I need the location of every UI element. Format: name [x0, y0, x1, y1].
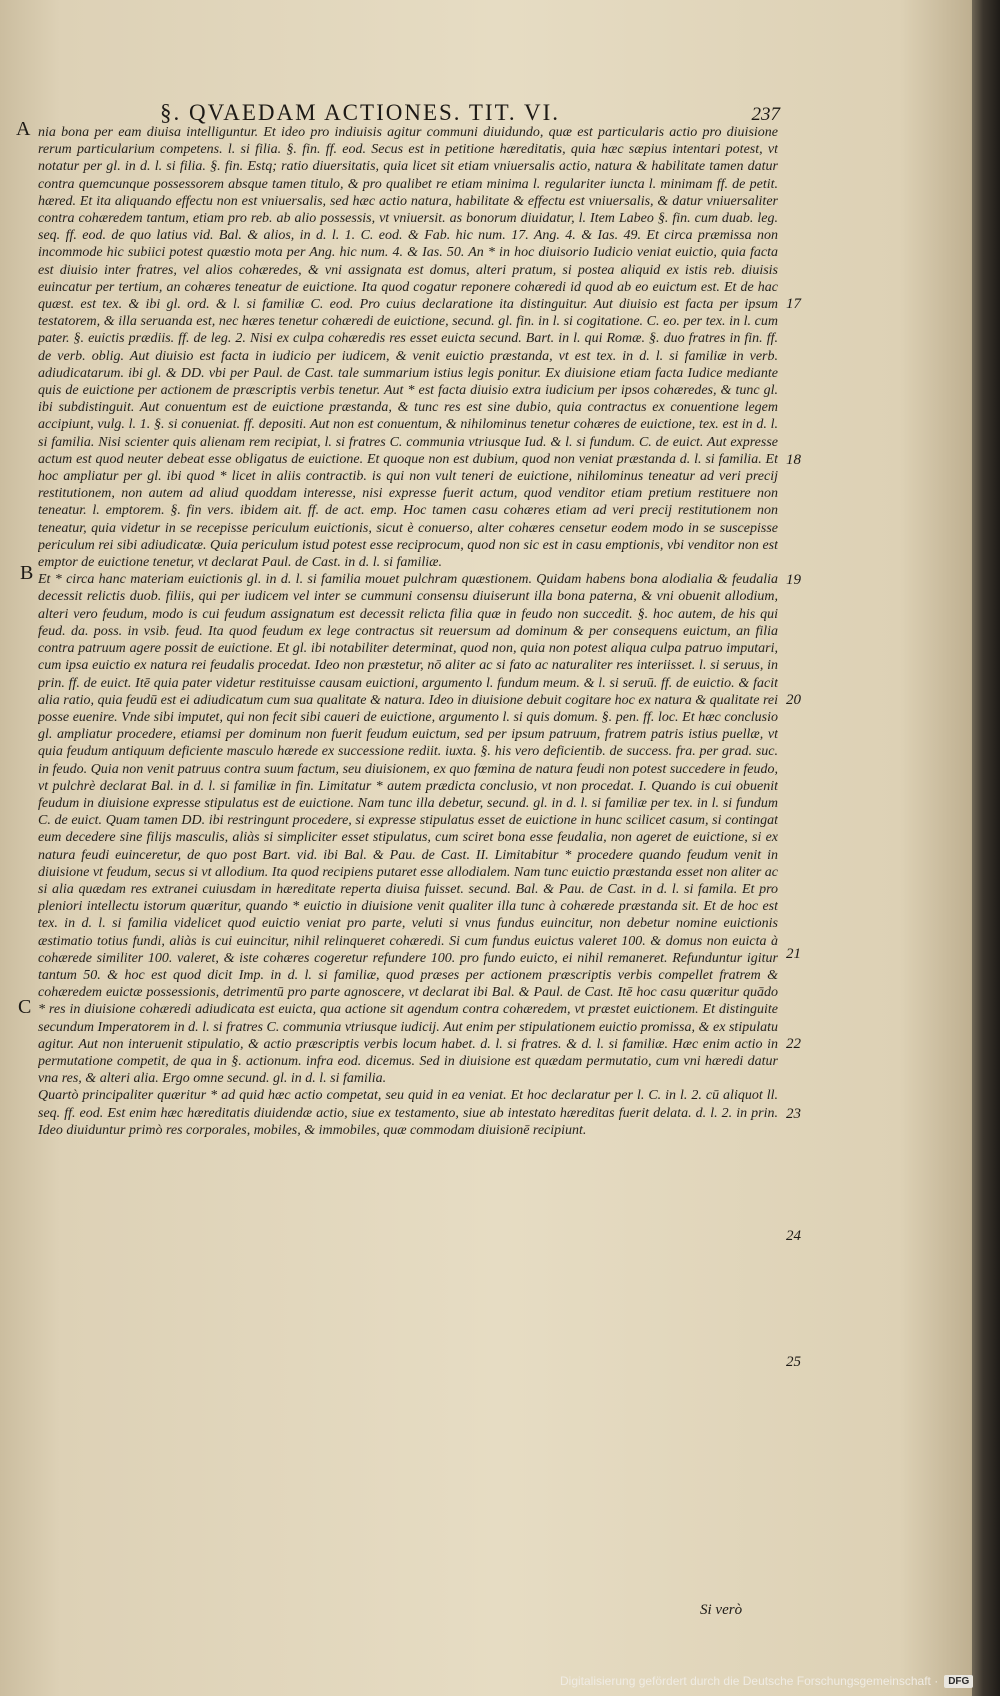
margin-number-25: 25 — [786, 1354, 801, 1370]
margin-number-22: 22 — [786, 1036, 801, 1052]
running-head: §. QVAEDAM ACTIONES. TIT. VI. — [160, 100, 561, 125]
credit-text: Digitalisierung gefördert durch die Deutsche Forschungsgemeinschaft · — [560, 1674, 939, 1688]
book-edge — [972, 0, 1000, 1696]
margin-letter-b: B — [20, 562, 34, 584]
margin-number-24: 24 — [786, 1228, 801, 1244]
paragraph: Quartò principaliter quæritur * ad quid hæc actio competat, seu quid in ea veniat. Et hoc declaratur per l. C. in l. 2. cū aliquot ll. seq. ff. eod. Est enim hæc hæreditatis diuidendæ actio, siue ex testamento, siue ab intestato hæreditas fuerit delata. d. l. 2. in prin. Ideo diuiduntur primò res corporales, mobiles, & immobiles, quæ commodam diuisionē recipiunt. — [38, 1088, 778, 1138]
margin-number-17: 17 — [786, 296, 801, 312]
paragraph: Et * circa hanc materiam euictionis gl. in d. l. si familia mouet pulchram quæstionem. Quidam habens bona alodialia & feudalia decessit relictis duob. filiis, qui per iudicem vel inter se cummuni consensu diuiserunt illa bona paterna, & vni obuenit allodium, alteri vero feudum, modo is cui feudum assignatum est decessit relicta filia quæ in feudo non succedit. §. hoc autem, de his qui feud. da. poss. in vsib. feud. Ita quod feudum ex lege contractus sit reuersum ad dominum & per consequens euictum, an filia contra patruum agere possit de euictione. Et gl. ibi notabiliter determinat, quod non, quia non potest aliqua culpa patruo imputari, cum ipsa euictio ex natura rei feudalis procedat. Ideo non præstetur, nō aliter ac si fato ac naturaliter res interiisset. l. si seruus, in prin. ff. de euict. Itē quia pater videtur restituisse causam euictioni, argumento l. fundum meum. & l. si seruū. ff. de euictio. & facit alia ratio, quia feudū est ei adiudicatum cum sua qualitate & natura. Ideo in diuisione debuit cogitare hoc ex natura & qualitate rei posse euenire. Vnde sibi imputet, qui non fecit sibi caueri de euictione, argumento l. si quis domum. §. pen. ff. loc. Et hæc conclusio gl. ampliatur procedere, etiamsi per dominum non fuerit feudum euictum, sed per ipsum patruum, fratrem patris istius puellæ, vt quia feudum antiquum deficiente masculo hærede ex successione rediit. iuxta. §. his vero deficientib. de success. fra. per grad. suc. in feudo. Quia non venit patruus contra suum factum, seu diuisionem, ex quo fœmina de natura feudi non potest succedere in feudo, vt pulchrè declarat Bal. in d. l. si familiæ in fin. Limitatur * autem prædicta conclusio, vt non procedat. I. Quando is cui obuenit feudum in diuisione expresse stipulatus est de euictione. Nam tunc illa debetur, secund. gl. in d. l. si familiæ per tex. in l. si fundum C. de euict. Quam tamen DD. ibi restringunt procedere, si expresse stipulatus esset de euictione in hunc scilicet casum, si contingat eum decedere sine filijs masculis, aliàs si simpliciter esset stipulatus, cum sciret bona esse feudalia, non ageret de euictione, si ex natura feudi euinceretur, de quo post Bart. vid. ibi Bal. & Pau. de Cast. II. Limitabitur * procedere quando feudum venit in diuisione vt feudum, secus si vt allodium. Ita quod recipiens putaret esse allodialem. Nam tunc euictio præstanda esset non aliter ac si alia quædam res extranei cuiusdam in hæreditate reperta diuisa fuisset. secund. Bal. & Pau. de Cast. in d. l. si famila. Et pro pleniori intellectu istorum quæritur, quando * euictio in diuisione venit qualiter illa tunc à cohærede præstanda sit. Et de hoc est tex. in d. l. si familia videlicet quod euictio veniat pro parte, veluti si vnus fundus euincitur, non debetur nomine euictionis æstimatio totius fundi, aliàs is cui euincitur, nihil relinqueret cohæredi. Si cum fundus euictus valeret 100. & domus non euicta à cohærede similiter 100. valeret, & iste cohæres cogeretur refundere 100. pro fundo euicto, ei nihil remaneret. Refunduntur igitur tantum 50. & hoc est quod dicit Imp. in d. l. si familiæ, quod præses per actionem præscriptis verbis compellet fratrem & cohæredem euictæ possessionis, detrimentū pro parte agnoscere, vt declarat ibi Bal. & Paul. de Cast. Itē hoc casu quæritur quādo * res in diuisione cohæredi adiudicata est euicta, qua actione sit agendum contra cohæredem, vt præstet euictionem. Et distinguite secundum Imperatorem in d. l. si fratres C. communia vtriusque iudicij. Aut enim per stipulationem euictio promissa, & ex stipulatu agitur. Aut non interuenit stipulatio, & actio præscriptis verbis locum habet. d. l. si fratres. & d. l. si familiæ. Hæc enim actio in permutatione competit, de qua in §. actionum. infra eod. dicemus. Sed in diuisione est quædam permutatio, cum vni hæredi datur vna res, & alteri alia. Ergo omne secund. gl. in d. l. si familia. — [38, 572, 778, 1087]
margin-number-18: 18 — [786, 452, 801, 468]
margin-number-23: 23 — [786, 1106, 801, 1122]
margin-number-19: 19 — [786, 572, 801, 588]
margin-number-20: 20 — [786, 692, 801, 708]
body-text — [38, 124, 778, 1602]
paragraph: nia bona per eam diuisa intelliguntur. Et ideo pro indiuisis agitur communi diuidundo, quæ est particularis actio pro diuisione rerum particularium competens. l. si filia. §. fin. ff. eod. Secus est in petitione hæreditatis, quia hæc sæpius intentari potest, vt notatur per gl. in d. l. si filia. §. fin. Estq; ratio diuersitatis, quia licet sit etiam vniuersalis actio, natura & habilitate tamen datur contra quemcunque possessorem absque tamen titulo, & pro qualibet re etiam minima l. regulariter iuncta l. minimam ff. de petit. hæred. Et ita aliquando effectu non est vniuersalis, sed hæc actio natura, habilitate & effectu est vniuersalis, & datur vniuersaliter contra cohæredem tantum, etiam pro reb. ab alio possessis, vt vniuersit. as bonorum diuidatur, l. Item Labeo §. fin. cum duab. leg. seq. ff. eod. de quo latius vid. Bal. & alios, in d. l. 1. C. eod. & Fab. hic num. 17. Ang. 4. & Ias. 49. Et circa præmissa non incommode hic subiici potest quæstio mota per Ang. hic num. 4. & Ias. 50. An * in hoc diuisorio Iudicio veniat euictio, quia facta est diuisio inter fratres, vel alios cohæredes, & vni assignata est domus, alteri pratum, si postea aliquid ex istis reb. diuisis euincatur per tertium, an cohæres teneatur de euictione. Ita quod cogatur reponere cohæredi id quod ab eo euictum est. Et de hac quæst. est tex. & ibi gl. ord. & l. si familiæ C. eod. Pro cuius declaratione ita distinguitur. Aut diuisio est facta per ipsum testatorem, & illa seruanda est, nec hæres tenetur cohæredi de euictione, secund. gl. fin. in l. si cogitatione. C. eo. per tex. in l. cum pater. §. euictis prædiis. ff. de leg. 2. Nisi ex culpa cohæredis res esset euicta secund. Bart. in l. qui Romæ. §. duo fratres in fin. ff. de verb. oblig. Aut diuisio est facta in iudicio per iudicem, & venit euictio præstanda, vt est tex. in d. l. si familiæ in verb. adiudicatarum. ibi gl. & DD. vbi per Paul. de Cast. tale summarium istius legis ponitur. Ex diuisione etiam facta Iudice mediante quis de euictione per actionem de præscriptis verbis tenetur. Aut * est facta diuisio extra iudicium per ipsos cohæredes, & tunc gl. ibi subdistinguit. Aut conuentum est de euictione præstanda, & tunc res est sine dubio, quia contractus ex conuentione legem accipiunt, vulg. l. 1. §. si conueniat. ff. depositi. Aut non est conuentum, & nihilominus tenetur cohæres de euictione, tex. est in d. l. si familia. Nisi scienter quis alienam rem recipiat, l. si fratres C. communia vtriusque Iud. & l. si fundum. C. de euict. Aut expresse actum est quod neuter debeat esse obligatus de euictione. Et quoque non est dubium, quod non veniat præstanda d. l. si familia. Et hoc ampliatur per gl. ibi quod * licet in aliis contractib. is qui non vult teneri de euictione, nihilominus teneatur ad veri precij restitutionem, non autem ad aliud quoddam interesse, nisi expresse fuerit actum, quod venditor etiam pretium restituere non teneatur. l. emptorem. §. fin vers. ibidem ait. ff. de act. emp. Hoc tamen casu cohæres etiam ad veri precij restitutionem non teneatur, quia videtur in se recepisse periculum euictionis, sicut è conuerso, alter cohæres censetur eodem modo in se suscepisse periculum rei sibi adiudicatæ. Quia periculum istud potest esse reciprocum, quod non sic est in casu emptionis, vbi venditor non est emptor de euictione tenetur, vt declarat Paul. de Cast. in d. l. si familiæ. — [38, 125, 778, 571]
margin-letter-a: A — [16, 118, 31, 140]
page-header — [160, 100, 780, 126]
digitization-credit — [560, 1674, 973, 1688]
dfg-logo: DFG — [944, 1675, 973, 1688]
margin-number-21: 21 — [786, 946, 801, 962]
page-number: 237 — [751, 104, 780, 125]
catchword: Si verò — [700, 1602, 743, 1618]
margin-letter-c: C — [18, 996, 32, 1018]
